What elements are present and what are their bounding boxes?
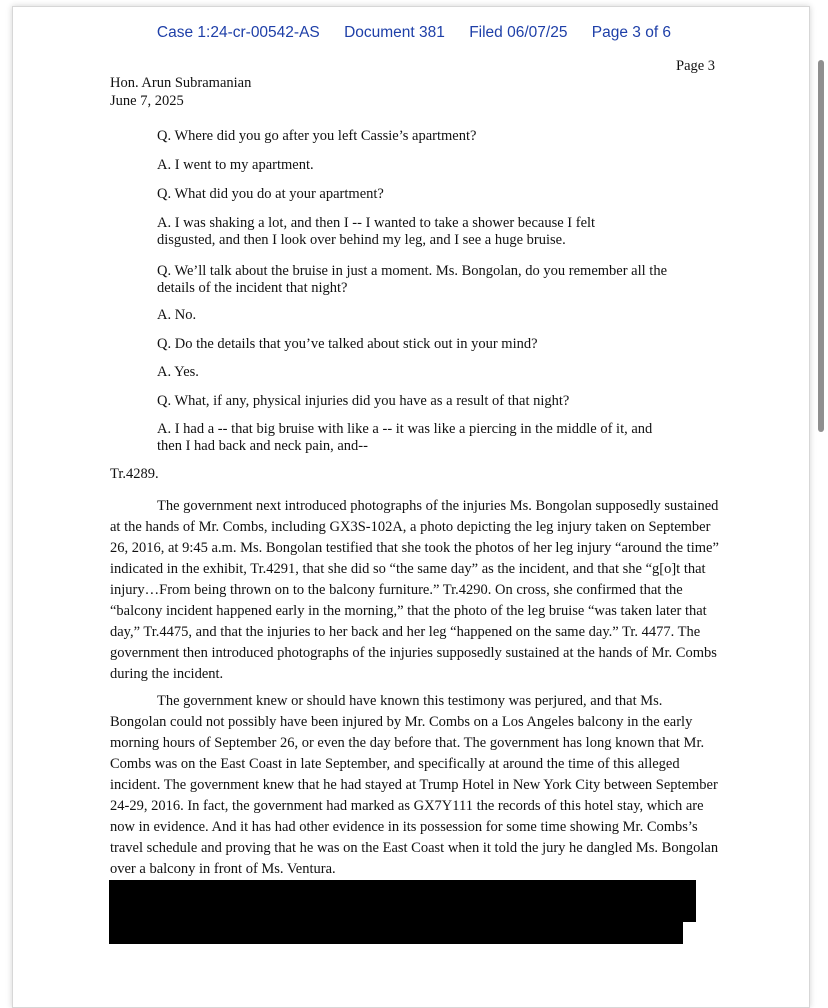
testimony-line: A. I was shaking a lot, and then I -- I wanted to take a shower because I felt disgusted, and then I look over behind my leg, and I see a huge bruise.	[157, 215, 596, 248]
document-number: Document 381	[344, 24, 445, 41]
ecf-header	[0, 24, 828, 42]
redaction-box	[109, 900, 683, 944]
case-number: Case 1:24-cr-00542-AS	[156, 24, 320, 41]
testimony-line: A. Yes.	[157, 364, 199, 380]
addressee-name: Hon. Arun Subramanian	[110, 75, 252, 91]
testimony-line: Q. Do the details that you’ve talked about stick out in your mind?	[157, 336, 538, 352]
filed-date: Filed 06/07/25	[469, 24, 568, 41]
testimony-line: Q. We’ll talk about the bruise in just a moment. Ms. Bongolan, do you remember all the details of the incident that night?	[157, 263, 667, 296]
testimony-line: Q. What did you do at your apartment?	[157, 186, 384, 202]
page-label: Page 3	[676, 58, 716, 74]
letter-date: June 7, 2025	[110, 93, 184, 109]
page-count: Page 3 of 6	[591, 24, 672, 41]
paragraph-text: The government next introduced photographs of the injuries Ms. Bongolan supposedly sustained at the hands of Mr. Combs, including GX3S-102A, a photo depicting the leg injury taken on September 26, 2016, at 9:45 a.m. Ms. Bongolan testified that she took the photos of her leg injury “around the time” indicated in the exhibit, Tr.4291, that she did so “the same day” as the incident, and that she “g[o]t that injury…From being thrown on to the balcony furniture.” Tr.4290. On cross, she confirmed that the “balcony incident happened early in the morning,” that the photo of the leg bruise “was taken later that day,” Tr.4475, and that the injuries to her back and her leg “happened on the same day.” Tr. 4477. The government then introduced photographs of the injuries supposedly sustained at the hands of Mr. Combs during the incident.	[110, 498, 719, 682]
testimony-line: A. I had a -- that big bruise with like a -- it was like a piercing in the middle of it, and then I had back and neck pain, and--	[157, 421, 653, 454]
testimony-line: A. I went to my apartment.	[157, 157, 314, 173]
paragraph-text: The government knew or should have known this testimony was perjured, and that Ms. Bongolan could not possibly have been injured by Mr. Combs on a Los Angeles balcony in the early morning hours of September 26, or even the day before that. The government has long known that Mr. Combs was on the East Coast in late September, and specifically at around the time of this alleged incident. The government knew that he had stayed at Trump Hotel in New York City between September 24-29, 2016. In fact, the government had marked as GX7Y111 the records of this hotel stay, which are now in evidence. And it has had other evidence in its possession for some time showing Mr. Combs’s travel schedule and proving that he was on the East Coast when it told the jury he dangled Ms. Bongolan over a balcony in front of Ms. Ventura.	[110, 693, 719, 877]
addressee-block	[110, 74, 251, 110]
vertical-scrollbar[interactable]	[818, 60, 824, 432]
testimony-line: Q. Where did you go after you left Cassie’s apartment?	[157, 128, 477, 144]
testimony-line: Q. What, if any, physical injuries did you have as a result of that night?	[157, 393, 570, 409]
testimony-line: A. No.	[157, 307, 197, 323]
body-paragraph	[110, 496, 720, 685]
body-paragraph	[110, 691, 720, 880]
transcript-citation: Tr.4289.	[110, 466, 159, 482]
